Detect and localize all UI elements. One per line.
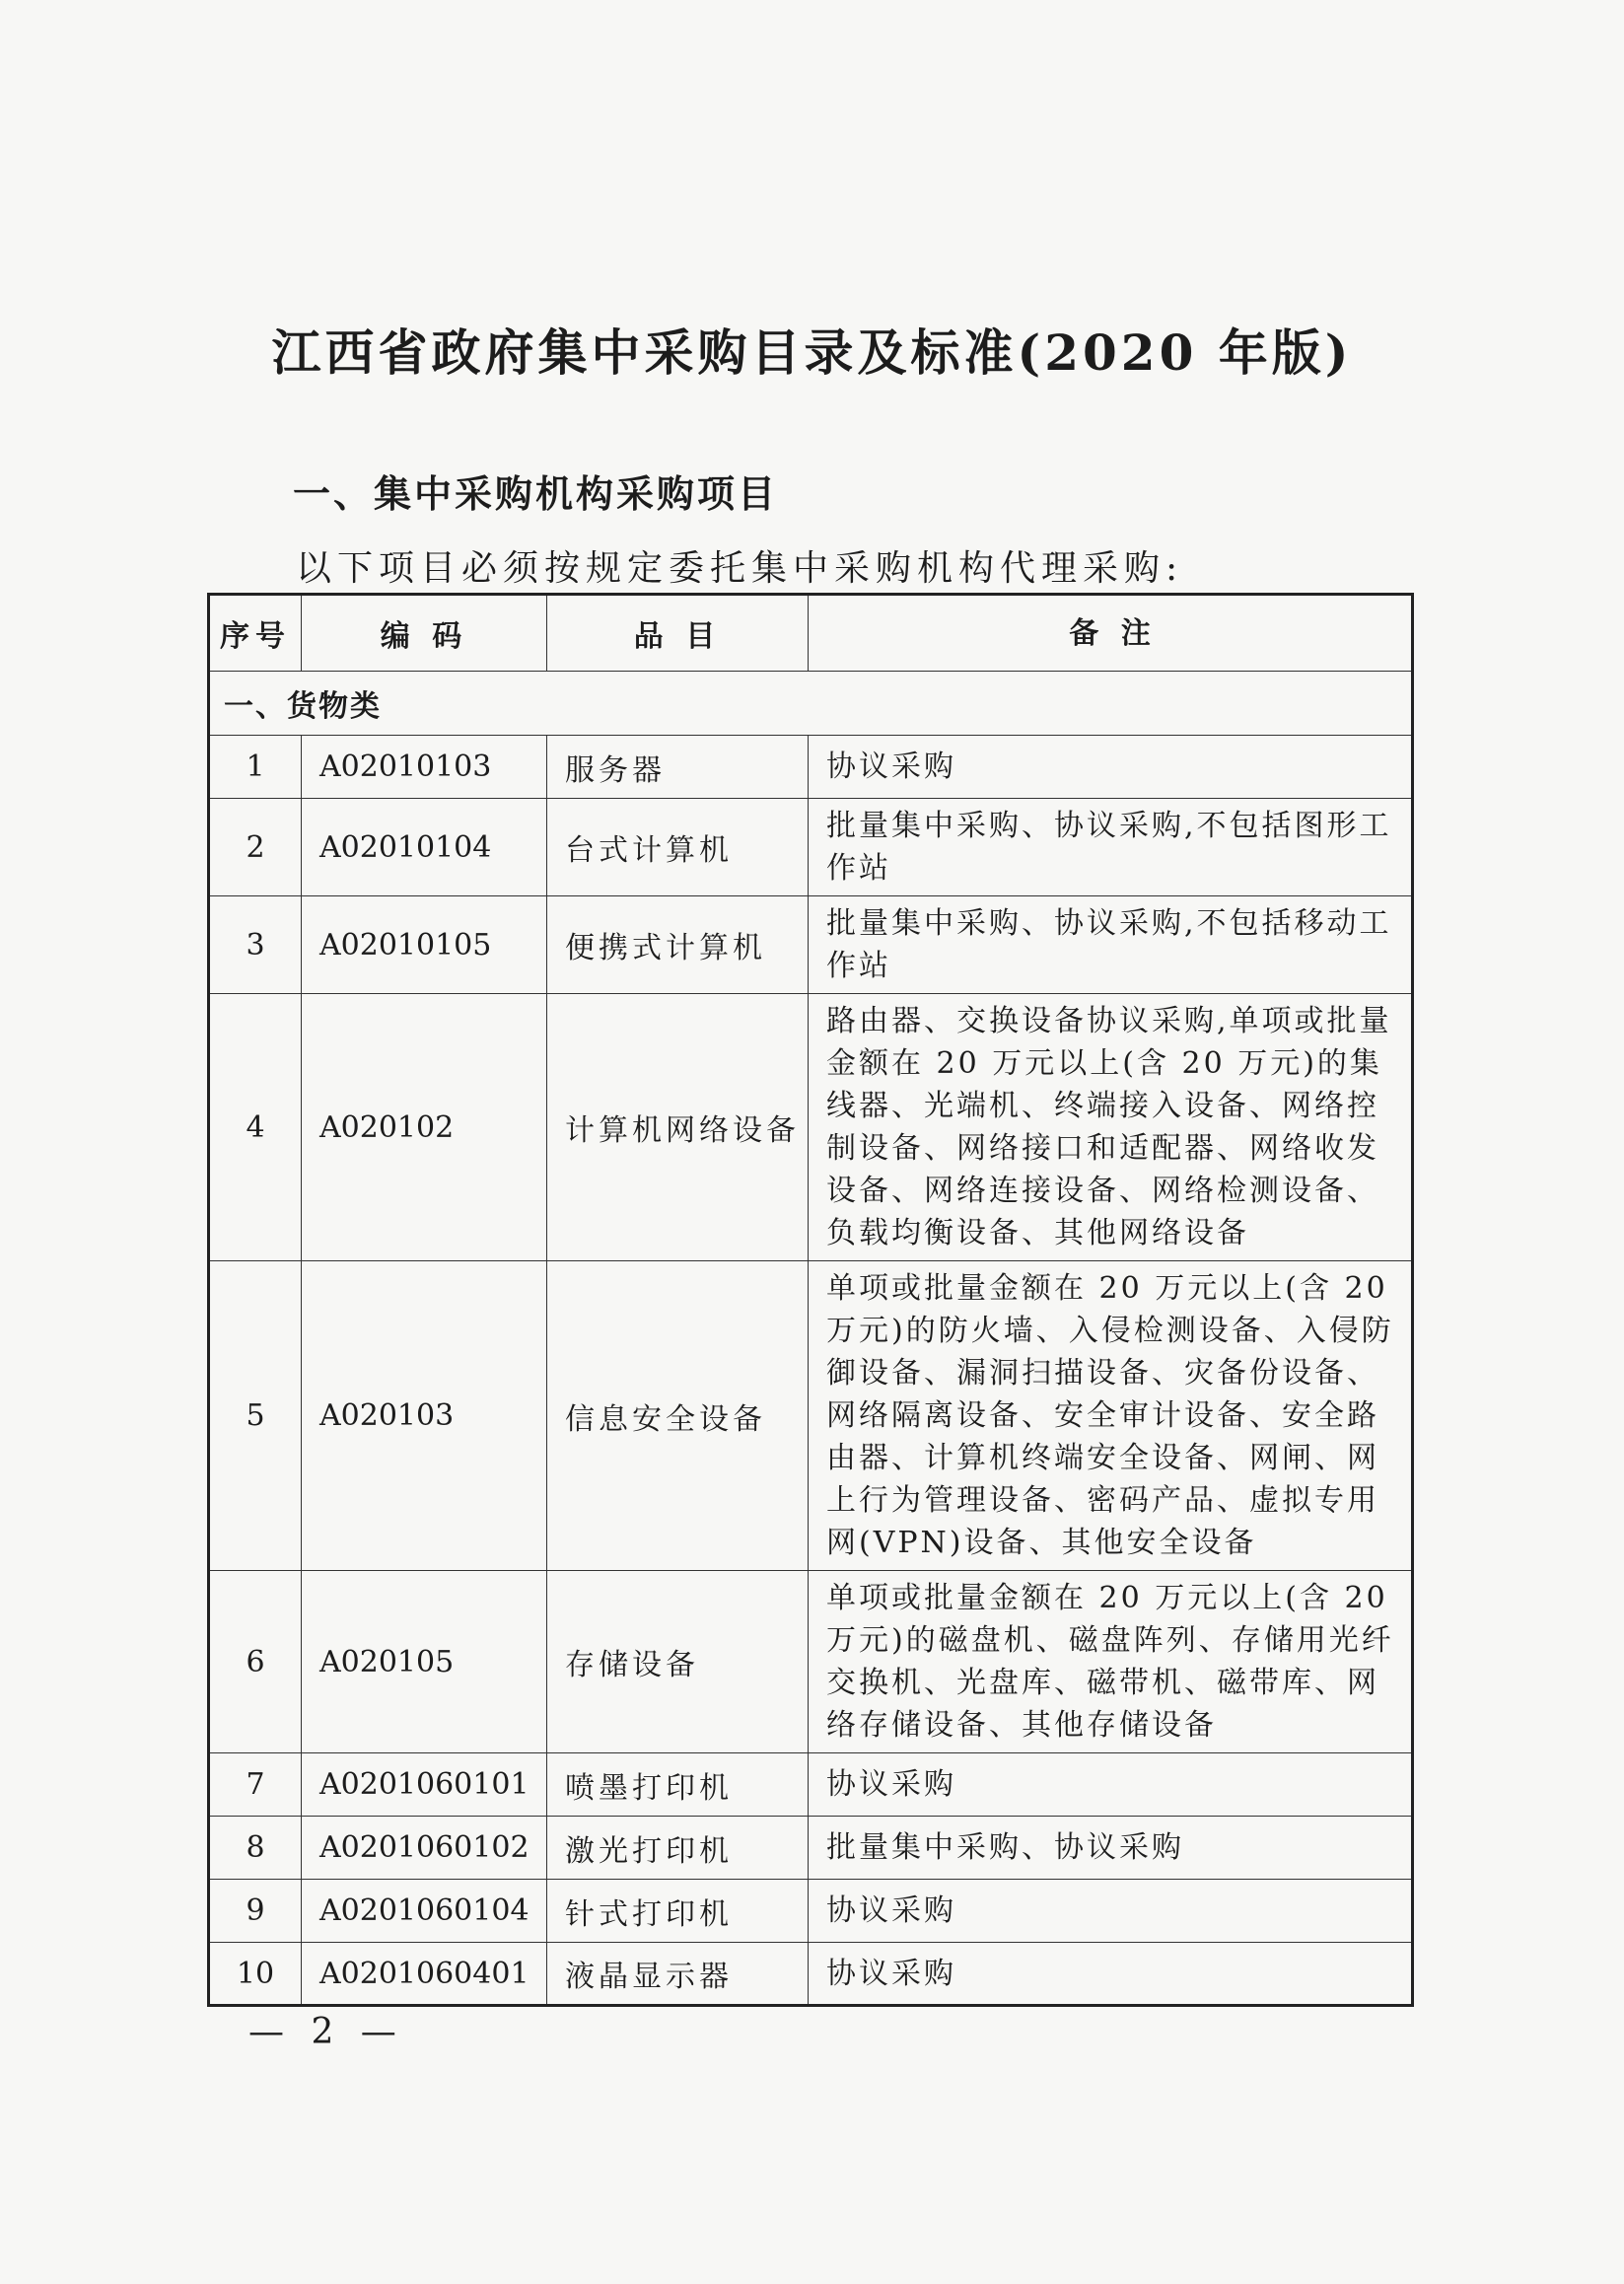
- section-heading: 一、集中采购机构采购项目: [293, 472, 779, 516]
- row-item: 服务器: [547, 736, 809, 799]
- row-note: 单项或批量金额在 20 万元以上(含 20 万元)的磁盘机、磁盘阵列、存储用光纤交换机、光盘库、磁带机、磁带库、网络存储设备、其他存储设备: [809, 1571, 1413, 1753]
- row-seq: 7: [209, 1753, 302, 1817]
- row-note: 批量集中采购、协议采购,不包括移动工作站: [809, 896, 1413, 994]
- row-item: 存储设备: [547, 1571, 809, 1753]
- row-item: 台式计算机: [547, 799, 809, 896]
- table-row: [209, 1753, 1413, 1817]
- row-note: 协议采购: [809, 1753, 1413, 1817]
- row-note: 协议采购: [809, 736, 1413, 799]
- row-note: 批量集中采购、协议采购: [809, 1817, 1413, 1880]
- row-seq: 6: [209, 1571, 302, 1753]
- row-note: 批量集中采购、协议采购,不包括图形工作站: [809, 799, 1413, 896]
- row-code: A02010103: [302, 736, 547, 799]
- table-row: [209, 994, 1413, 1261]
- category-label: 一、货物类: [209, 672, 1413, 736]
- row-code: A020103: [302, 1261, 547, 1571]
- page-number: — 2 —: [248, 2012, 404, 2052]
- intro-text: 以下项目必须按规定委托集中采购机构代理采购:: [296, 548, 1184, 589]
- row-seq: 3: [209, 896, 302, 994]
- table-row: [209, 1943, 1413, 2006]
- row-item: 针式打印机: [547, 1880, 809, 1943]
- row-note: 单项或批量金额在 20 万元以上(含 20 万元)的防火墙、入侵检测设备、入侵防御设备、漏洞扫描设备、灾备份设备、网络隔离设备、安全审计设备、安全路由器、计算机终端安全设备、网闸、网上行为管理设备、密码产品、虚拟专用网(VPN)设备、其他安全设备: [809, 1261, 1413, 1571]
- header-code: 编 码: [302, 595, 547, 672]
- category-row: [209, 672, 1413, 736]
- header-seq: 序号: [209, 595, 302, 672]
- document-title: 江西省政府集中采购目录及标准(2020 年版): [271, 323, 1353, 382]
- row-code: A020105: [302, 1571, 547, 1753]
- row-seq: 1: [209, 736, 302, 799]
- table-row: [209, 1880, 1413, 1943]
- row-code: A02010105: [302, 896, 547, 994]
- table-row: [209, 736, 1413, 799]
- row-seq: 10: [209, 1943, 302, 2006]
- row-seq: 8: [209, 1817, 302, 1880]
- table-row: [209, 1261, 1413, 1571]
- row-code: A0201060401: [302, 1943, 547, 2006]
- row-note: 协议采购: [809, 1880, 1413, 1943]
- row-code: A02010104: [302, 799, 547, 896]
- row-seq: 5: [209, 1261, 302, 1571]
- row-seq: 9: [209, 1880, 302, 1943]
- row-seq: 2: [209, 799, 302, 896]
- table-row: [209, 1817, 1413, 1880]
- table-header-row: [209, 595, 1413, 672]
- row-code: A020102: [302, 994, 547, 1261]
- header-note: 备 注: [809, 595, 1413, 672]
- row-code: A0201060101: [302, 1753, 547, 1817]
- row-item: 喷墨打印机: [547, 1753, 809, 1817]
- row-seq: 4: [209, 994, 302, 1261]
- row-item: 激光打印机: [547, 1817, 809, 1880]
- table-row: [209, 896, 1413, 994]
- table-row: [209, 799, 1413, 896]
- row-item: 计算机网络设备: [547, 994, 809, 1261]
- row-code: A0201060102: [302, 1817, 547, 1880]
- row-code: A0201060104: [302, 1880, 547, 1943]
- row-item: 液晶显示器: [547, 1943, 809, 2006]
- row-note: 协议采购: [809, 1943, 1413, 2006]
- procurement-catalog-table: [207, 593, 1414, 2007]
- row-item: 便携式计算机: [547, 896, 809, 994]
- row-item: 信息安全设备: [547, 1261, 809, 1571]
- table-row: [209, 1571, 1413, 1753]
- header-item: 品 目: [547, 595, 809, 672]
- row-note: 路由器、交换设备协议采购,单项或批量金额在 20 万元以上(含 20 万元)的集线器、光端机、终端接入设备、网络控制设备、网络接口和适配器、网络收发设备、网络连接设备、网络检测设备、负载均衡设备、其他网络设备: [809, 994, 1413, 1261]
